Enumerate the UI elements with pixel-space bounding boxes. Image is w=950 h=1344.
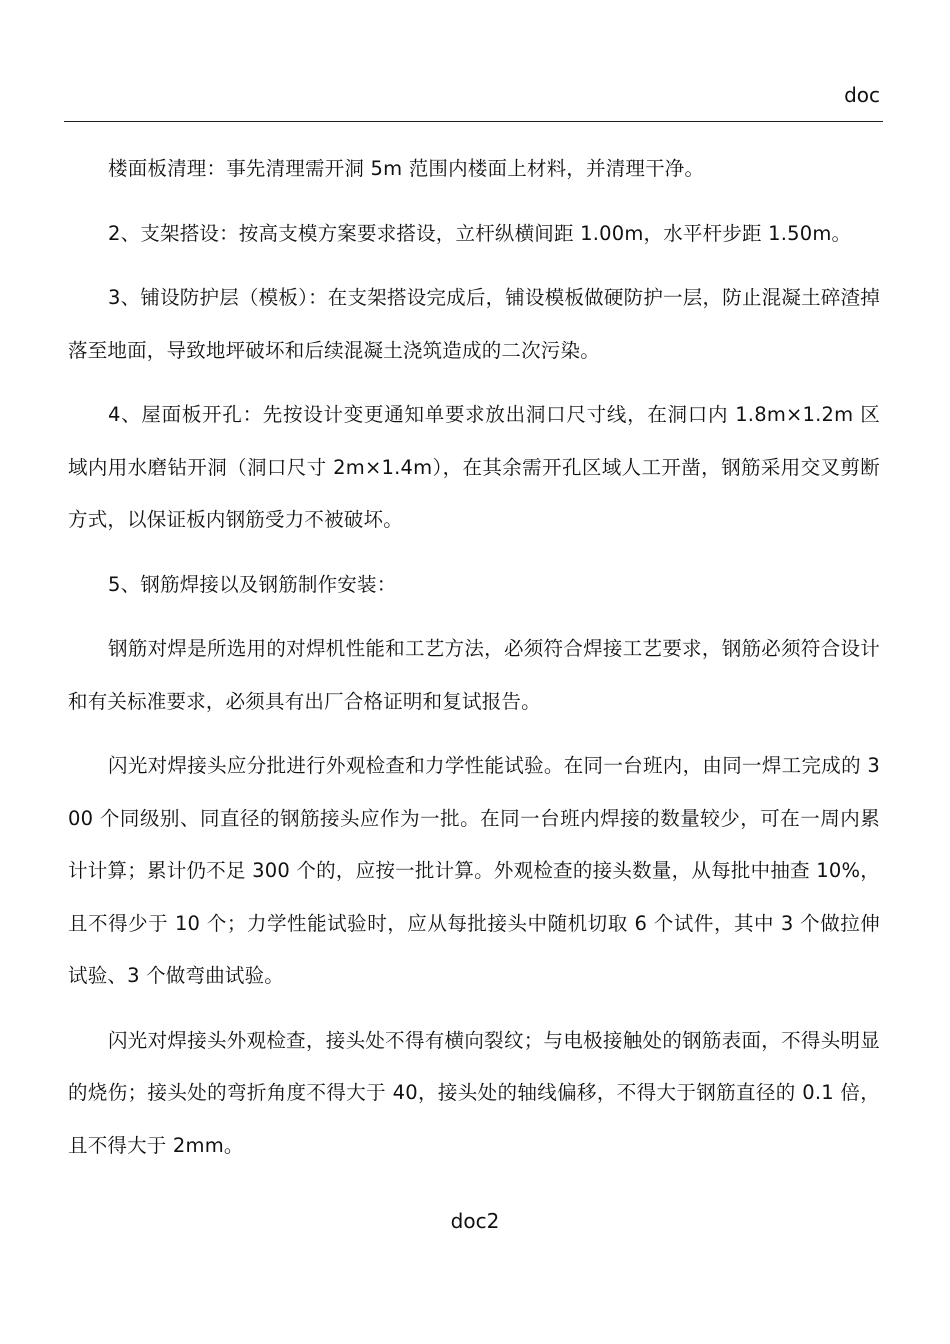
paragraph-butt-welding: 钢筋对焊是所选用的对焊机性能和工艺方法，必须符合焊接工艺要求，钢筋必须符合设计和有关标准要求，必须具有出厂合格证明和复试报告。 xyxy=(68,637,880,713)
paragraph-roof-opening: 4、屋面板开孔：先按设计变更通知单要求放出洞口尺寸线，在洞口内 1.8m×1.2m 区域内用水磨钻开洞（洞口尺寸 2m×1.4m），在其余需开孔区域人工开凿，钢筋采用交叉剪断方式，以保证板内钢筋受力不被破坏。 xyxy=(68,403,880,531)
paragraph-protective-layer: 3、铺设防护层（模板）：在支架搭设完成后，铺设模板做硬防护一层，防止混凝土碎渣掉落至地面，导致地坪破坏和后续混凝土浇筑造成的二次污染。 xyxy=(68,286,880,362)
paragraph-support-erection: 2、支架搭设：按高支模方案要求搭设，立杆纵横间距 1.00m，水平杆步距 1.50m。 xyxy=(108,221,852,245)
document-body xyxy=(68,143,880,1184)
page-header-label: doc xyxy=(844,83,880,107)
paragraph-rebar-welding-heading: 5、钢筋焊接以及钢筋制作安装： xyxy=(108,572,397,596)
paragraph-floor-cleaning: 楼面板清理：事先清理需开洞 5m 范围内楼面上材料，并清理干净。 xyxy=(108,157,705,180)
header-divider xyxy=(64,121,883,122)
page-footer-label: doc2 xyxy=(450,1209,500,1233)
paragraph-flash-welding-batches: 闪光对焊接头应分批进行外观检查和力学性能试验。在同一台班内，由同一焊工完成的 300 个同级别、同直径的钢筋接头应作为一批。在同一台班内焊接的数量较少，可在一周内累计计算；累计仍不足 300 个的，应按一批计算。外观检查的接头数量，从每批中抽查 10%，且不得少于 10 个；力学性能试验时，应从每批接头中随机切取 6 个试件，其中 3 个做拉伸试验、3 个做弯曲试验。 xyxy=(68,754,880,987)
paragraph-flash-welding-inspection: 闪光对焊接头外观检查，接头处不得有横向裂纹；与电极接触处的钢筋表面，不得头明显的烧伤；接头处的弯折角度不得大于 40，接头处的轴线偏移，不得大于钢筋直径的 0.1 倍，且不得大于 2mm。 xyxy=(68,1028,880,1157)
